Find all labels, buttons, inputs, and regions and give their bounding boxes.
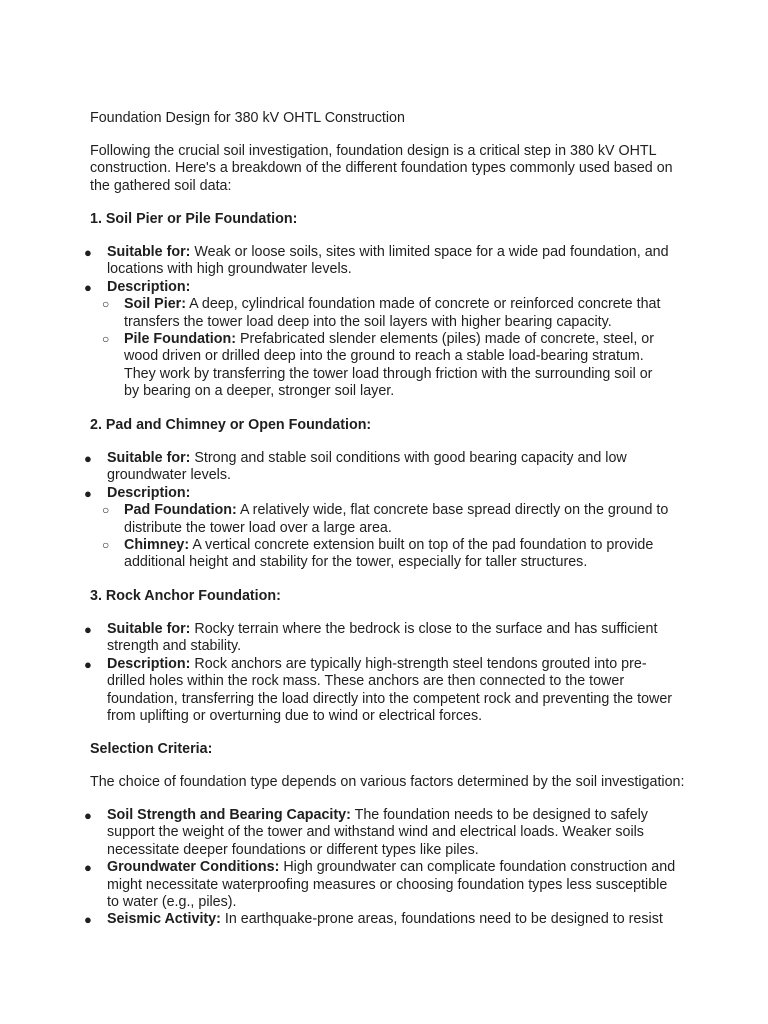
section-3-heading: 3. Rock Anchor Foundation: bbox=[90, 588, 281, 604]
circle-bullet-icon: ○ bbox=[102, 538, 110, 553]
selection-criteria-heading: Selection Criteria: bbox=[90, 741, 213, 757]
list-item: ● Groundwater Conditions: High groundwater can complicate foundation construction and might necessitate waterproofing measures or choosing foundation types less susceptible to water (e.g., piles). bbox=[84, 859, 676, 911]
list-item: ● Description: ○ Soil Pier: A deep, cylindrical foundation made of concrete or reinforced concrete that transfers the tower load deep into the soil layers with higher bearing capacity. ○ Pile Foundation: Prefabricated slender elements (piles) made of concrete, steel, or wood driven or drilled deep into the ground to reach a stable load-bearing stratum. They work by transferring the tower load through friction with the surrounding soil or by bearing on a deeper, stronger soil layer. bbox=[0, 279, 682, 401]
section-3-list bbox=[0, 621, 768, 725]
circle-bullet-icon: ○ bbox=[102, 503, 110, 518]
section-1-list bbox=[0, 244, 768, 401]
bullet-icon: ● bbox=[84, 860, 92, 876]
intro-paragraph: Following the crucial soil investigation, foundation design is a critical step in 380 kV OHTL construction. Here's a breakdown of the different foundation types commonly used based on the gathered soil data: bbox=[90, 143, 673, 194]
section-2-list bbox=[0, 450, 768, 572]
selection-criteria-intro: The choice of foundation type depends on various factors determined by the soil investigation: bbox=[90, 774, 685, 790]
list-item: ● Description: ○ Pad Foundation: A relatively wide, flat concrete base spread directly on the ground to distribute the tower load over a large area. ○ Chimney: A vertical concrete extension built on top of the pad foundation to provide additional height and stability for the tower, especially for taller structures. bbox=[84, 484, 669, 571]
bullet-icon: ● bbox=[84, 808, 92, 823]
list-item: ● Description: Rock anchors are typically high-strength steel tendons grouted into pre-drilled holes within the rock mass. These anchors are then connected to the tower foundation, transferring the load directly into the competent rock and preventing the tower from uplifting or overturning due to wind or electrical forces. bbox=[84, 655, 673, 725]
sub-list-item: ○ Pad Foundation: A relatively wide, flat concrete base spread directly on the ground to distribute the tower load over a large area. bbox=[102, 502, 669, 536]
bullet-icon: ● bbox=[84, 451, 92, 466]
bullet-icon: ● bbox=[84, 245, 92, 260]
list-item: ● Soil Strength and Bearing Capacity: The foundation needs to be designed to safely support the weight of the tower and withstand wind and electrical loads. Weaker soils necessitate deeper foundations or different types like piles. bbox=[84, 807, 648, 858]
document-title: Foundation Design for 380 kV OHTL Construction bbox=[90, 110, 405, 126]
bullet-icon: ● bbox=[84, 622, 92, 637]
list-item: ● Seismic Activity: In earthquake-prone areas, foundations need to be designed to resist bbox=[84, 911, 663, 928]
bullet-icon: ● bbox=[84, 912, 92, 928]
bullet-icon: ● bbox=[84, 656, 92, 672]
selection-criteria-list bbox=[0, 807, 768, 929]
section-1-heading: 1. Soil Pier or Pile Foundation: bbox=[90, 211, 298, 227]
section-2-heading: 2. Pad and Chimney or Open Foundation: bbox=[90, 417, 372, 433]
circle-bullet-icon: ○ bbox=[102, 297, 110, 312]
sub-list-item: ○ Chimney: A vertical concrete extension built on top of the pad foundation to provide additional height and stability for the tower, especially for taller structures. bbox=[102, 537, 654, 571]
sub-list-item: ○ Soil Pier: A deep, cylindrical foundation made of concrete or reinforced concrete that transfers the tower load deep into the soil layers with higher bearing capacity. bbox=[102, 296, 661, 330]
circle-bullet-icon: ○ bbox=[102, 332, 110, 347]
list-item: ● Suitable for: Weak or loose soils, sites with limited space for a wide pad foundation, and locations with high groundwater levels. bbox=[84, 244, 669, 278]
bullet-icon: ● bbox=[84, 279, 92, 295]
sub-list-item: ○ Pile Foundation: Prefabricated slender elements (piles) made of concrete, steel, or wood driven or drilled deep into the ground to reach a stable load-bearing stratum. They work by transferring the tower load through friction with the surrounding soil or by bearing on a deeper, stronger soil layer. bbox=[102, 331, 654, 400]
list-item: ● Suitable for: Rocky terrain where the bedrock is close to the surface and has sufficient strength and stability. bbox=[84, 621, 658, 655]
bullet-icon: ● bbox=[84, 485, 92, 501]
list-item: ● Suitable for: Strong and stable soil conditions with good bearing capacity and low groundwater levels. bbox=[84, 450, 627, 484]
